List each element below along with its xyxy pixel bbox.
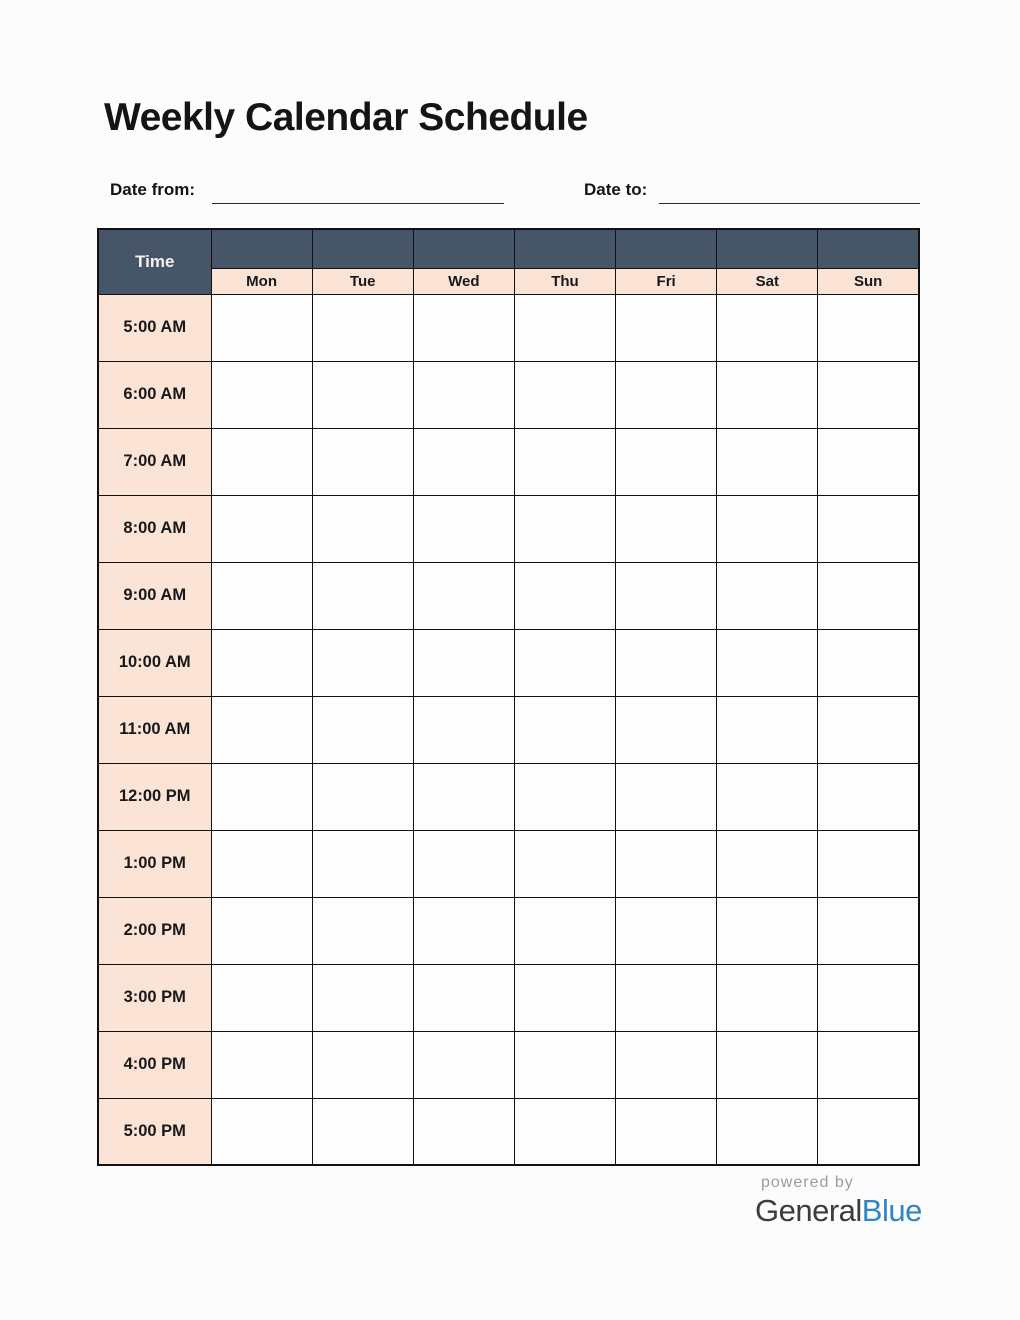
day-header-sun: Sun [818, 268, 919, 294]
schedule-cell-mon [211, 428, 312, 495]
day-header-row [98, 268, 919, 294]
schedule-cell-wed [413, 495, 514, 562]
schedule-cell-fri [616, 830, 717, 897]
schedule-cell-mon [211, 629, 312, 696]
schedule-cell-mon [211, 897, 312, 964]
time-row [98, 629, 919, 696]
schedule-cell-wed [413, 562, 514, 629]
header-spacer-cell [413, 229, 514, 268]
schedule-cell-wed [413, 361, 514, 428]
date-fields-row [0, 180, 1020, 210]
schedule-cell-sun [818, 964, 919, 1031]
schedule-cell-sat [717, 1031, 818, 1098]
schedule-cell-thu [514, 294, 615, 361]
schedule-cell-sat [717, 361, 818, 428]
schedule-cell-sat [717, 495, 818, 562]
time-row [98, 830, 919, 897]
schedule-cell-fri [616, 897, 717, 964]
time-label-cell: 2:00 PM [98, 897, 211, 964]
schedule-cell-wed [413, 897, 514, 964]
schedule-cell-tue [312, 1031, 413, 1098]
page-title: Weekly Calendar Schedule [104, 96, 588, 139]
date-from-input[interactable] [212, 182, 504, 204]
time-row [98, 562, 919, 629]
schedule-cell-tue [312, 361, 413, 428]
time-label-cell: 10:00 AM [98, 629, 211, 696]
schedule-cell-tue [312, 562, 413, 629]
time-row [98, 1098, 919, 1165]
schedule-cell-sun [818, 696, 919, 763]
time-row [98, 428, 919, 495]
schedule-cell-tue [312, 495, 413, 562]
footer-branding [755, 1174, 922, 1229]
schedule-cell-mon [211, 964, 312, 1031]
schedule-cell-sat [717, 1098, 818, 1165]
brand-blue-text: Blue [861, 1193, 922, 1228]
time-label-cell: 7:00 AM [98, 428, 211, 495]
schedule-cell-mon [211, 1098, 312, 1165]
schedule-cell-sun [818, 1098, 919, 1165]
schedule-cell-mon [211, 294, 312, 361]
schedule-cell-fri [616, 763, 717, 830]
time-row [98, 897, 919, 964]
schedule-cell-thu [514, 696, 615, 763]
schedule-cell-wed [413, 629, 514, 696]
schedule-cell-thu [514, 897, 615, 964]
schedule-cell-fri [616, 495, 717, 562]
schedule-cell-sat [717, 428, 818, 495]
schedule-cell-wed [413, 1031, 514, 1098]
schedule-cell-sun [818, 763, 919, 830]
schedule-cell-tue [312, 629, 413, 696]
schedule-cell-thu [514, 763, 615, 830]
schedule-cell-sat [717, 629, 818, 696]
day-header-mon: Mon [211, 268, 312, 294]
schedule-cell-fri [616, 294, 717, 361]
schedule-cell-mon [211, 830, 312, 897]
time-label-cell: 12:00 PM [98, 763, 211, 830]
schedule-cell-thu [514, 964, 615, 1031]
day-header-sat: Sat [717, 268, 818, 294]
time-row [98, 964, 919, 1031]
schedule-cell-fri [616, 696, 717, 763]
schedule-cell-fri [616, 428, 717, 495]
schedule-cell-mon [211, 1031, 312, 1098]
schedule-cell-sun [818, 495, 919, 562]
schedule-table-body [98, 229, 919, 1165]
time-row [98, 1031, 919, 1098]
time-row [98, 361, 919, 428]
schedule-cell-thu [514, 830, 615, 897]
schedule-cell-sat [717, 897, 818, 964]
schedule-cell-thu [514, 629, 615, 696]
schedule-cell-tue [312, 964, 413, 1031]
schedule-cell-sun [818, 428, 919, 495]
top-header-row [98, 229, 919, 268]
day-header-thu: Thu [514, 268, 615, 294]
schedule-cell-mon [211, 361, 312, 428]
time-row [98, 763, 919, 830]
time-label-cell: 8:00 AM [98, 495, 211, 562]
header-spacer-cell [616, 229, 717, 268]
time-label-cell: 9:00 AM [98, 562, 211, 629]
schedule-cell-fri [616, 629, 717, 696]
schedule-cell-mon [211, 495, 312, 562]
day-header-tue: Tue [312, 268, 413, 294]
schedule-cell-thu [514, 1098, 615, 1165]
schedule-cell-tue [312, 763, 413, 830]
schedule-cell-wed [413, 428, 514, 495]
time-label-cell: 5:00 AM [98, 294, 211, 361]
schedule-cell-fri [616, 1031, 717, 1098]
schedule-cell-wed [413, 964, 514, 1031]
schedule-cell-mon [211, 696, 312, 763]
schedule-cell-sun [818, 562, 919, 629]
schedule-cell-mon [211, 562, 312, 629]
schedule-cell-thu [514, 495, 615, 562]
time-label-cell: 5:00 PM [98, 1098, 211, 1165]
time-label-cell: 1:00 PM [98, 830, 211, 897]
schedule-cell-sat [717, 562, 818, 629]
schedule-cell-tue [312, 897, 413, 964]
schedule-cell-thu [514, 361, 615, 428]
day-header-wed: Wed [413, 268, 514, 294]
schedule-cell-sun [818, 294, 919, 361]
date-to-label: Date to: [584, 180, 648, 199]
schedule-cell-tue [312, 428, 413, 495]
day-header-fri: Fri [616, 268, 717, 294]
schedule-cell-sat [717, 964, 818, 1031]
schedule-cell-sat [717, 696, 818, 763]
time-label-cell: 3:00 PM [98, 964, 211, 1031]
schedule-cell-wed [413, 830, 514, 897]
schedule-cell-fri [616, 964, 717, 1031]
schedule-cell-thu [514, 1031, 615, 1098]
schedule-cell-fri [616, 562, 717, 629]
schedule-cell-wed [413, 294, 514, 361]
schedule-cell-sun [818, 897, 919, 964]
schedule-cell-wed [413, 1098, 514, 1165]
schedule-cell-tue [312, 830, 413, 897]
time-label-cell: 6:00 AM [98, 361, 211, 428]
date-to-input[interactable] [659, 182, 920, 204]
powered-by-text: powered by [761, 1174, 854, 1191]
schedule-cell-wed [413, 696, 514, 763]
schedule-cell-mon [211, 763, 312, 830]
schedule-cell-tue [312, 696, 413, 763]
header-spacer-cell [514, 229, 615, 268]
header-spacer-cell [717, 229, 818, 268]
time-label-cell: 11:00 AM [98, 696, 211, 763]
schedule-cell-sat [717, 763, 818, 830]
header-spacer-cell [312, 229, 413, 268]
schedule-cell-tue [312, 294, 413, 361]
time-row [98, 495, 919, 562]
weekly-schedule-table [97, 228, 920, 1166]
general-blue-logo [755, 1193, 922, 1229]
time-row [98, 294, 919, 361]
date-from-label: Date from: [110, 180, 196, 199]
schedule-cell-sun [818, 629, 919, 696]
schedule-cell-sun [818, 361, 919, 428]
brand-general-text: General [755, 1193, 862, 1228]
schedule-cell-thu [514, 428, 615, 495]
header-spacer-cell [211, 229, 312, 268]
time-row [98, 696, 919, 763]
schedule-cell-sat [717, 294, 818, 361]
header-spacer-cell [818, 229, 919, 268]
schedule-cell-fri [616, 361, 717, 428]
schedule-cell-sat [717, 830, 818, 897]
time-label-cell: 4:00 PM [98, 1031, 211, 1098]
schedule-cell-wed [413, 763, 514, 830]
schedule-cell-sun [818, 830, 919, 897]
schedule-cell-tue [312, 1098, 413, 1165]
time-column-header: Time [98, 229, 211, 294]
schedule-cell-thu [514, 562, 615, 629]
schedule-cell-sun [818, 1031, 919, 1098]
schedule-cell-fri [616, 1098, 717, 1165]
